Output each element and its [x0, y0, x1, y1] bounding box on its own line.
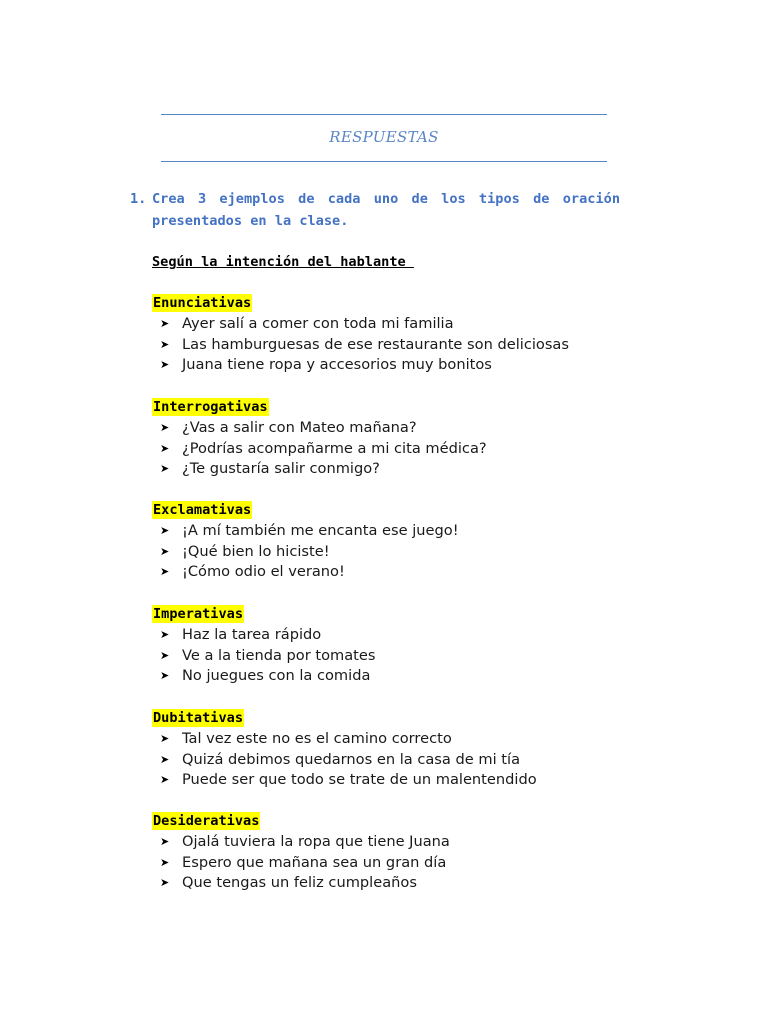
list-item — [152, 832, 632, 853]
section-desiderativas — [152, 812, 632, 894]
list-item-text: Que tengas un feliz cumpleaños — [182, 874, 417, 891]
section-heading: Enunciativas — [153, 295, 252, 311]
list-item — [152, 355, 632, 376]
example-list — [152, 418, 632, 480]
section-enunciativas — [152, 294, 632, 376]
section-dubitativas — [152, 709, 632, 791]
list-item — [152, 873, 632, 894]
list-item-text: ¿Te gustaría salir conmigo? — [182, 460, 380, 477]
arrow-bullet-icon: ➤ — [160, 462, 170, 475]
list-item — [152, 335, 632, 356]
section-heading: Interrogativas — [153, 399, 268, 415]
list-item — [152, 418, 632, 439]
question-number: 1. — [130, 191, 147, 207]
list-item-text: ¡A mí también me encanta ese juego! — [182, 522, 459, 539]
list-item-text: Haz la tarea rápido — [182, 626, 322, 643]
section-subtitle: Según la intención del hablante — [152, 254, 414, 270]
list-item-text: Quizá debimos quedarnos en la casa de mi tía — [182, 750, 521, 768]
list-item-text: Ve a la tienda por tomates — [182, 646, 376, 664]
list-item — [152, 770, 632, 791]
arrow-bullet-icon: ➤ — [160, 855, 170, 869]
list-item-text: Ayer salí a comer con toda mi familia — [182, 315, 454, 332]
arrow-bullet-icon: ➤ — [160, 876, 170, 889]
question-text: Crea 3 ejemplos de cada uno de los tipos de oración presentados en la clase. — [152, 191, 620, 229]
arrow-bullet-icon: ➤ — [160, 544, 170, 558]
list-item-text: Juana tiene ropa y accesorios muy bonitos — [182, 356, 492, 373]
list-item — [152, 314, 632, 335]
page-title: RESPUESTAS — [329, 128, 439, 146]
list-item — [152, 521, 632, 542]
list-item — [152, 666, 632, 687]
section-heading: Dubitativas — [153, 710, 244, 726]
list-item-text: Espero que mañana sea un gran día — [182, 853, 447, 871]
question-1 — [130, 188, 620, 232]
arrow-bullet-icon: ➤ — [160, 358, 170, 371]
list-item — [152, 750, 632, 771]
list-item — [152, 646, 632, 667]
arrow-bullet-icon: ➤ — [160, 752, 170, 766]
list-item-text: ¡Qué bien lo hiciste! — [182, 542, 330, 560]
example-list — [152, 521, 632, 583]
list-item-text: No juegues con la comida — [182, 667, 371, 684]
list-item-text: ¡Cómo odio el verano! — [182, 563, 345, 580]
list-item-text: Puede ser que todo se trate de un malentendido — [182, 771, 537, 788]
arrow-bullet-icon: ➤ — [160, 628, 170, 641]
list-item — [152, 542, 632, 563]
section-heading: Desiderativas — [153, 813, 260, 829]
example-list — [152, 314, 632, 376]
list-item — [152, 853, 632, 874]
arrow-bullet-icon: ➤ — [160, 565, 170, 578]
section-imperativas — [152, 605, 632, 687]
list-item — [152, 562, 632, 583]
list-item-text: Tal vez este no es el camino correcto — [182, 730, 452, 747]
arrow-bullet-icon: ➤ — [160, 337, 170, 351]
section-exclamativas — [152, 501, 632, 583]
list-item — [152, 625, 632, 646]
title-top-rule — [161, 114, 607, 115]
arrow-bullet-icon: ➤ — [160, 835, 170, 848]
example-list — [152, 625, 632, 687]
arrow-bullet-icon: ➤ — [160, 648, 170, 662]
list-item-text: Ojalá tuviera la ropa que tiene Juana — [182, 833, 450, 850]
list-item — [152, 439, 632, 460]
arrow-bullet-icon: ➤ — [160, 773, 170, 786]
arrow-bullet-icon: ➤ — [160, 524, 170, 537]
section-interrogativas — [152, 398, 632, 480]
arrow-bullet-icon: ➤ — [160, 317, 170, 330]
list-item — [152, 729, 632, 750]
list-item-text: ¿Podrías acompañarme a mi cita médica? — [182, 439, 487, 457]
arrow-bullet-icon: ➤ — [160, 421, 170, 434]
section-heading: Exclamativas — [153, 502, 252, 518]
list-item — [152, 459, 632, 480]
arrow-bullet-icon: ➤ — [160, 732, 170, 745]
arrow-bullet-icon: ➤ — [160, 669, 170, 682]
list-item-text: ¿Vas a salir con Mateo mañana? — [182, 419, 417, 436]
example-list — [152, 729, 632, 791]
arrow-bullet-icon: ➤ — [160, 441, 170, 455]
example-list — [152, 832, 632, 894]
section-heading: Imperativas — [153, 606, 244, 622]
title-bottom-rule — [161, 161, 607, 162]
list-item-text: Las hamburguesas de ese restaurante son deliciosas — [182, 335, 569, 353]
